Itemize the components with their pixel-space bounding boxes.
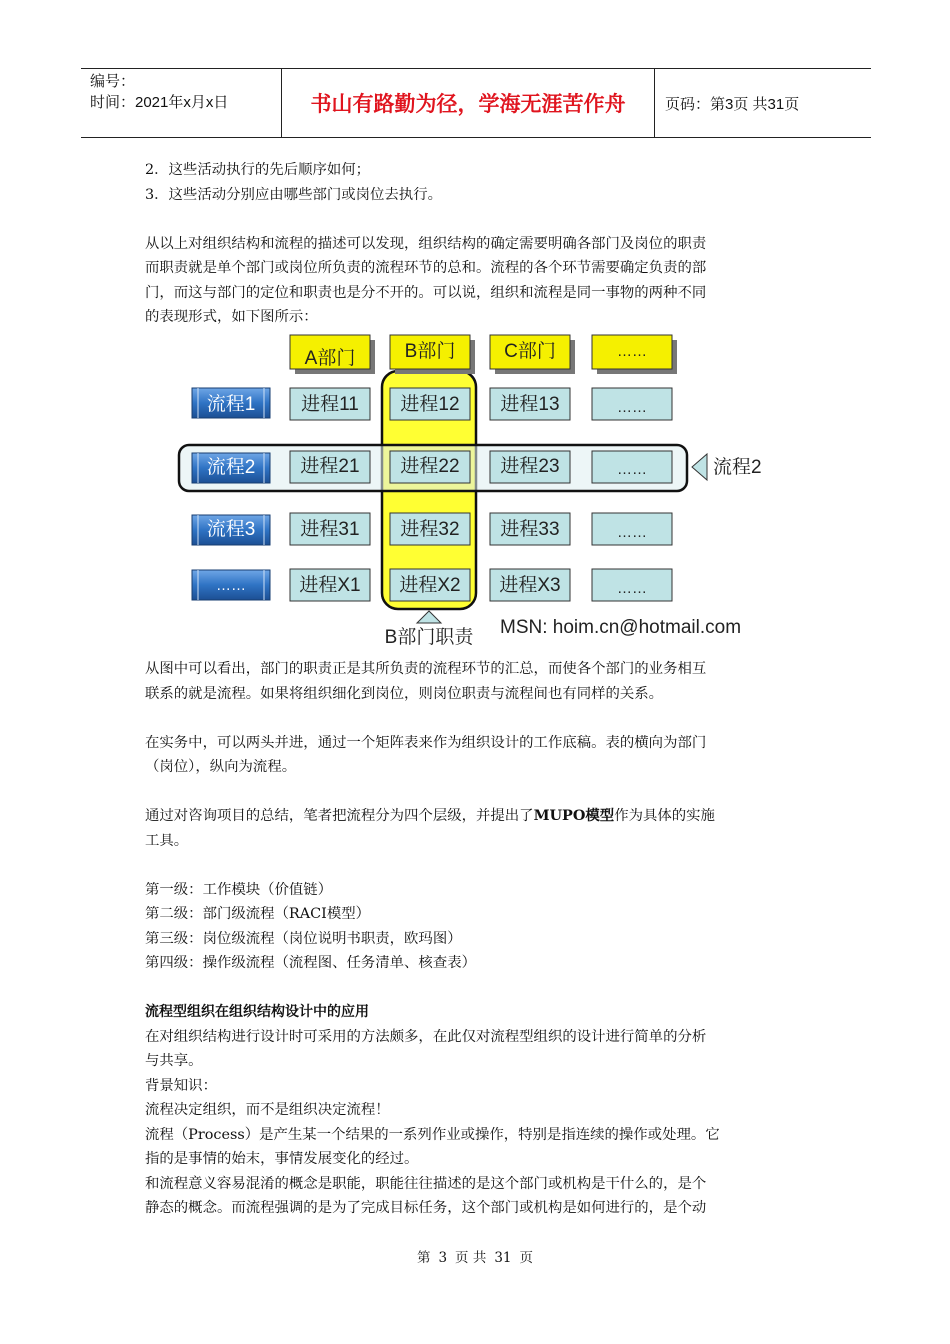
matrix-cell: …… — [617, 398, 647, 416]
body-after-diagram — [145, 657, 810, 1221]
para1-line: 的表现形式，如下图所示： — [145, 309, 318, 325]
matrix-cell: 进程21 — [300, 456, 360, 478]
matrix-cell: 进程X1 — [299, 575, 361, 597]
dept-header: C部门 — [504, 341, 556, 363]
matrix-cell: 进程13 — [500, 394, 560, 416]
intro-block — [145, 158, 810, 330]
matrix-cell: 进程22 — [400, 456, 460, 478]
dept-header: B部门 — [404, 341, 456, 363]
footer-page-number: 3 — [438, 1250, 448, 1266]
matrix-cell: 进程12 — [400, 394, 460, 416]
para1-line: 而职责就是单个部门或岗位所负责的流程环节的总和。流程的各个环节需要确定负责的部 — [145, 260, 707, 276]
matrix-cell: 进程X3 — [499, 575, 561, 597]
process-label: 流程3 — [206, 519, 256, 541]
row-callout-label: 流程2 — [713, 457, 762, 479]
dept-header: …… — [617, 342, 647, 360]
para2-line: 从图中可以看出，部门的职责正是其所负责的流程环节的汇总，而使各个部门的业务相互 — [145, 661, 707, 677]
para4-line: 通过对咨询项目的总结，笔者把流程分为四个层级，并提出了MUPO模型作为具体的实施 — [145, 807, 715, 824]
matrix-cell: …… — [617, 579, 647, 597]
page-footer: 第 3 页 共 31 页 — [416, 1250, 534, 1266]
section-line: 在对组织结构进行设计时可采用的方法颇多，在此仅对流程型组织的设计进行简单的分析 — [145, 1028, 707, 1045]
para2-line: 联系的就是流程。如果将组织细化到岗位，则岗位职责与流程间也有同样的关系。 — [145, 685, 664, 702]
section-title: 流程型组织在组织结构设计中的应用 — [145, 1004, 369, 1020]
header-page-info: 页码：第3页 共31页 — [665, 95, 800, 113]
intro-line: 2．这些活动执行的先后顺序如何； — [145, 162, 371, 178]
para3-line: 在实务中，可以两头并进，通过一个矩阵表来作为组织设计的工作底稿。表的横向为部门 — [145, 734, 707, 751]
header-meta — [81, 69, 282, 137]
matrix-cell: 进程31 — [300, 519, 360, 541]
para1-line: 门，而这与部门的定位和职责也是分不开的。可以说，组织和流程是同一事物的两种不同 — [145, 284, 707, 301]
para1-line: 从以上对组织结构和流程的描述可以发现，组织结构的确定需要明确各部门及岗位的职责 — [145, 235, 707, 252]
intro-line: 3．这些活动分别应由哪些部门或岗位去执行。 — [145, 186, 442, 203]
section-line: 背景知识： — [145, 1077, 217, 1094]
para3-line: （岗位），纵向为流程。 — [145, 759, 297, 775]
para4-line: 工具。 — [145, 832, 189, 849]
process-label: 流程1 — [206, 394, 256, 416]
mupo-model-term: MUPO模型 — [533, 807, 615, 824]
matrix-row — [290, 388, 672, 420]
section-line: 指的是事情的始末，事情发展变化的经过。 — [145, 1151, 419, 1167]
col-callout-arrow — [417, 611, 441, 623]
matrix-cell: 进程32 — [400, 519, 460, 541]
process-labels — [192, 388, 270, 600]
header-time: 时间：2021年x月x日 — [90, 94, 229, 111]
level-line: 第四级：操作级流程（流程图、任务清单、核查表） — [145, 955, 476, 971]
section-line: 与共享。 — [145, 1053, 203, 1069]
org-process-matrix-diagram — [170, 330, 790, 655]
matrix-row — [290, 513, 672, 545]
matrix-cell: 进程11 — [301, 394, 359, 416]
row-callout-arrow — [692, 454, 707, 480]
header-motto: 书山有路勤为径，学海无涯苦作舟 — [282, 69, 655, 137]
matrix-cell: 进程X2 — [399, 575, 461, 597]
col-callout-label: B部门职责 — [384, 627, 474, 649]
matrix-cell: …… — [617, 460, 647, 478]
footer-total-pages: 31 — [494, 1250, 512, 1266]
dept-header: A部门 — [304, 348, 356, 370]
dept-headers — [290, 335, 677, 374]
matrix-cell: 进程23 — [500, 456, 560, 478]
section-line: 静态的概念。而流程强调的是为了完成目标任务，这个部门或机构是如何进行的，是个动 — [145, 1200, 707, 1216]
section-line: 和流程意义容易混淆的概念是职能，职能往往描述的是这个部门或机构是干什么的，是个 — [145, 1175, 707, 1192]
section-line: 流程决定组织，而不是组织决定流程！ — [145, 1102, 390, 1118]
level-line: 第二级：部门级流程（RACI模型） — [145, 906, 371, 922]
matrix-cell: 进程33 — [500, 519, 560, 541]
process-label: 流程2 — [206, 457, 256, 479]
section-line: 流程（Process）是产生某一个结果的一系列作业或操作，特别是指连续的操作或处理。它 — [145, 1126, 720, 1143]
msn-watermark: MSN: hoim.cn@hotmail.com — [500, 617, 742, 639]
matrix-row — [290, 569, 672, 601]
level-line: 第一级：工作模块（价值链） — [145, 881, 333, 898]
matrix-cell: …… — [617, 523, 647, 541]
level-line: 第三级：岗位级流程（岗位说明书职责，欧玛图） — [145, 930, 462, 947]
header-number: 编号： — [90, 73, 136, 90]
page-header — [81, 68, 871, 138]
process-label: …… — [216, 576, 246, 594]
